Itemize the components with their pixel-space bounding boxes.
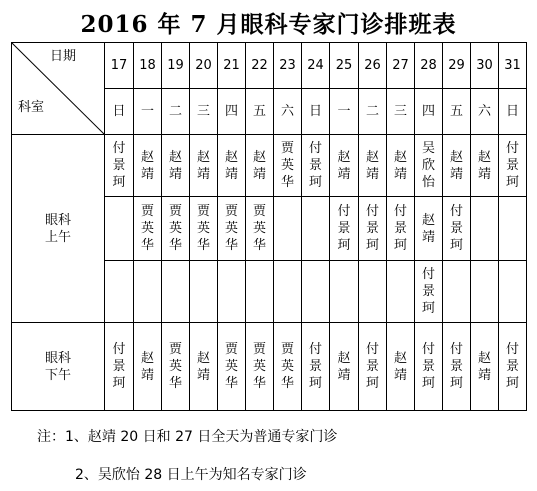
schedule-cell <box>499 197 527 261</box>
weekday-cell: 日 <box>302 89 330 135</box>
weekday-cell: 五 <box>246 89 274 135</box>
schedule-cell <box>471 323 499 411</box>
schedule-cell <box>415 135 443 197</box>
date-cell: 17 <box>105 43 134 89</box>
schedule-cell <box>105 261 134 323</box>
doctor-name: 付景珂 <box>505 342 519 391</box>
doctor-name: 贾英华 <box>252 342 266 391</box>
schedule-cell <box>387 197 415 261</box>
doctor-name: 赵靖 <box>140 350 154 383</box>
schedule-cell <box>274 197 302 261</box>
schedule-cell <box>190 135 218 197</box>
doctor-name: 付景珂 <box>308 141 322 190</box>
schedule-cell <box>246 261 274 323</box>
schedule-cell <box>415 323 443 411</box>
doctor-name: 付景珂 <box>449 342 463 391</box>
doctor-name: 贾英华 <box>280 141 294 190</box>
doctor-name: 贾英华 <box>140 204 154 253</box>
weekday-cell: 五 <box>443 89 471 135</box>
doctor-name: 赵靖 <box>252 149 266 182</box>
date-cell: 29 <box>443 43 471 89</box>
date-cell: 26 <box>359 43 387 89</box>
doctor-name: 付景珂 <box>449 204 463 253</box>
morning-label: 眼科上午 <box>44 212 71 245</box>
date-cell: 22 <box>246 43 274 89</box>
schedule-cell <box>190 323 218 411</box>
doctor-name: 贾英华 <box>168 204 182 253</box>
schedule-table <box>11 42 527 411</box>
date-cell: 28 <box>415 43 443 89</box>
date-cell: 27 <box>387 43 415 89</box>
weekday-cell: 六 <box>471 89 499 135</box>
afternoon-row <box>12 323 527 411</box>
dept-header-label: 科室 <box>18 100 45 115</box>
schedule-cell <box>387 323 415 411</box>
schedule-cell <box>499 261 527 323</box>
schedule-cell <box>105 135 134 197</box>
date-cell: 30 <box>471 43 499 89</box>
date-cell: 19 <box>162 43 190 89</box>
doctor-name: 付景珂 <box>337 204 351 253</box>
weekday-cell: 日 <box>105 89 134 135</box>
schedule-cell <box>274 261 302 323</box>
doctor-name: 贾英华 <box>224 204 238 253</box>
morning-label-cell <box>12 135 105 323</box>
schedule-cell <box>387 261 415 323</box>
schedule-cell <box>302 323 330 411</box>
doctor-name: 付景珂 <box>365 204 379 253</box>
schedule-cell <box>162 261 190 323</box>
footnote-1: 注：1、赵靖 20 日和 27 日全天为普通专家门诊 <box>37 429 338 445</box>
schedule-cell <box>105 323 134 411</box>
date-cell: 18 <box>134 43 162 89</box>
schedule-cell <box>499 135 527 197</box>
schedule-cell <box>471 197 499 261</box>
weekday-cell: 四 <box>218 89 246 135</box>
doctor-name: 贾英华 <box>224 342 238 391</box>
weekday-cell: 二 <box>162 89 190 135</box>
schedule-cell <box>218 261 246 323</box>
doctor-name: 付景珂 <box>112 342 126 391</box>
doctor-name: 赵靖 <box>365 149 379 182</box>
date-cell: 31 <box>499 43 527 89</box>
schedule-cell <box>162 197 190 261</box>
schedule-cell <box>105 197 134 261</box>
page-title: 2016 年 7 月眼科专家门诊排班表 <box>80 11 457 38</box>
schedule-cell <box>359 261 387 323</box>
weekday-cell: 六 <box>274 89 302 135</box>
schedule-cell <box>499 323 527 411</box>
schedule-cell <box>443 197 471 261</box>
doctor-name: 贾英华 <box>196 204 210 253</box>
schedule-cell <box>330 323 359 411</box>
corner-header <box>12 43 105 135</box>
date-header-label: 日期 <box>49 49 76 64</box>
doctor-name: 赵靖 <box>337 149 351 182</box>
schedule-cell <box>134 323 162 411</box>
doctor-name: 赵靖 <box>196 350 210 383</box>
doctor-name: 赵靖 <box>168 149 182 182</box>
schedule-cell <box>274 323 302 411</box>
schedule-cell <box>359 135 387 197</box>
schedule-cell <box>302 261 330 323</box>
schedule-cell <box>218 135 246 197</box>
schedule-cell <box>134 261 162 323</box>
schedule-cell <box>162 135 190 197</box>
weekday-cell: 三 <box>190 89 218 135</box>
weekday-cell: 四 <box>415 89 443 135</box>
schedule-cell <box>415 261 443 323</box>
schedule-cell <box>415 197 443 261</box>
weekday-cell: 三 <box>387 89 415 135</box>
afternoon-label-cell <box>12 323 105 411</box>
weekday-cell: 日 <box>499 89 527 135</box>
doctor-name: 赵靖 <box>140 149 154 182</box>
weekday-cell: 二 <box>359 89 387 135</box>
date-cell: 25 <box>330 43 359 89</box>
schedule-cell <box>134 197 162 261</box>
schedule-cell <box>471 261 499 323</box>
schedule-cell <box>330 261 359 323</box>
doctor-name: 付景珂 <box>421 267 435 316</box>
schedule-cell <box>246 135 274 197</box>
schedule-cell <box>302 135 330 197</box>
date-row <box>12 43 527 89</box>
schedule-cell <box>387 135 415 197</box>
date-cell: 24 <box>302 43 330 89</box>
doctor-name: 赵靖 <box>477 149 491 182</box>
doctor-name: 赵靖 <box>224 149 238 182</box>
doctor-name: 赵靖 <box>477 350 491 383</box>
doctor-name: 付景珂 <box>308 342 322 391</box>
doctor-name: 吴欣怡 <box>421 141 435 190</box>
date-cell: 21 <box>218 43 246 89</box>
schedule-cell <box>190 197 218 261</box>
schedule-cell <box>443 323 471 411</box>
date-cell: 23 <box>274 43 302 89</box>
footnote-2: 2、吴欣怡 28 日上午为知名专家门诊 <box>75 467 307 483</box>
doctor-name: 赵靖 <box>393 149 407 182</box>
date-cell: 20 <box>190 43 218 89</box>
schedule-cell <box>330 135 359 197</box>
doctor-name: 付景珂 <box>505 141 519 190</box>
afternoon-label: 眼科下午 <box>44 350 71 383</box>
doctor-name: 贾英华 <box>252 204 266 253</box>
weekday-cell: 一 <box>134 89 162 135</box>
doctor-name: 付景珂 <box>365 342 379 391</box>
schedule-cell <box>246 323 274 411</box>
doctor-name: 赵靖 <box>421 212 435 245</box>
schedule-cell <box>162 323 190 411</box>
schedule-cell <box>218 323 246 411</box>
doctor-name: 赵靖 <box>196 149 210 182</box>
schedule-cell <box>302 197 330 261</box>
schedule-cell <box>330 197 359 261</box>
doctor-name: 贾英华 <box>168 342 182 391</box>
doctor-name: 贾英华 <box>280 342 294 391</box>
schedule-cell <box>218 197 246 261</box>
weekday-cell: 一 <box>330 89 359 135</box>
schedule-cell <box>190 261 218 323</box>
schedule-cell <box>443 261 471 323</box>
doctor-name: 赵靖 <box>449 149 463 182</box>
schedule-cell <box>443 135 471 197</box>
doctor-name: 赵靖 <box>393 350 407 383</box>
schedule-cell <box>134 135 162 197</box>
schedule-cell <box>274 135 302 197</box>
doctor-name: 付景珂 <box>112 141 126 190</box>
schedule-cell <box>246 197 274 261</box>
schedule-cell <box>359 197 387 261</box>
doctor-name: 付景珂 <box>393 204 407 253</box>
schedule-cell <box>471 135 499 197</box>
schedule-cell <box>359 323 387 411</box>
morning-row <box>12 135 527 197</box>
doctor-name: 付景珂 <box>421 342 435 391</box>
doctor-name: 赵靖 <box>337 350 351 383</box>
